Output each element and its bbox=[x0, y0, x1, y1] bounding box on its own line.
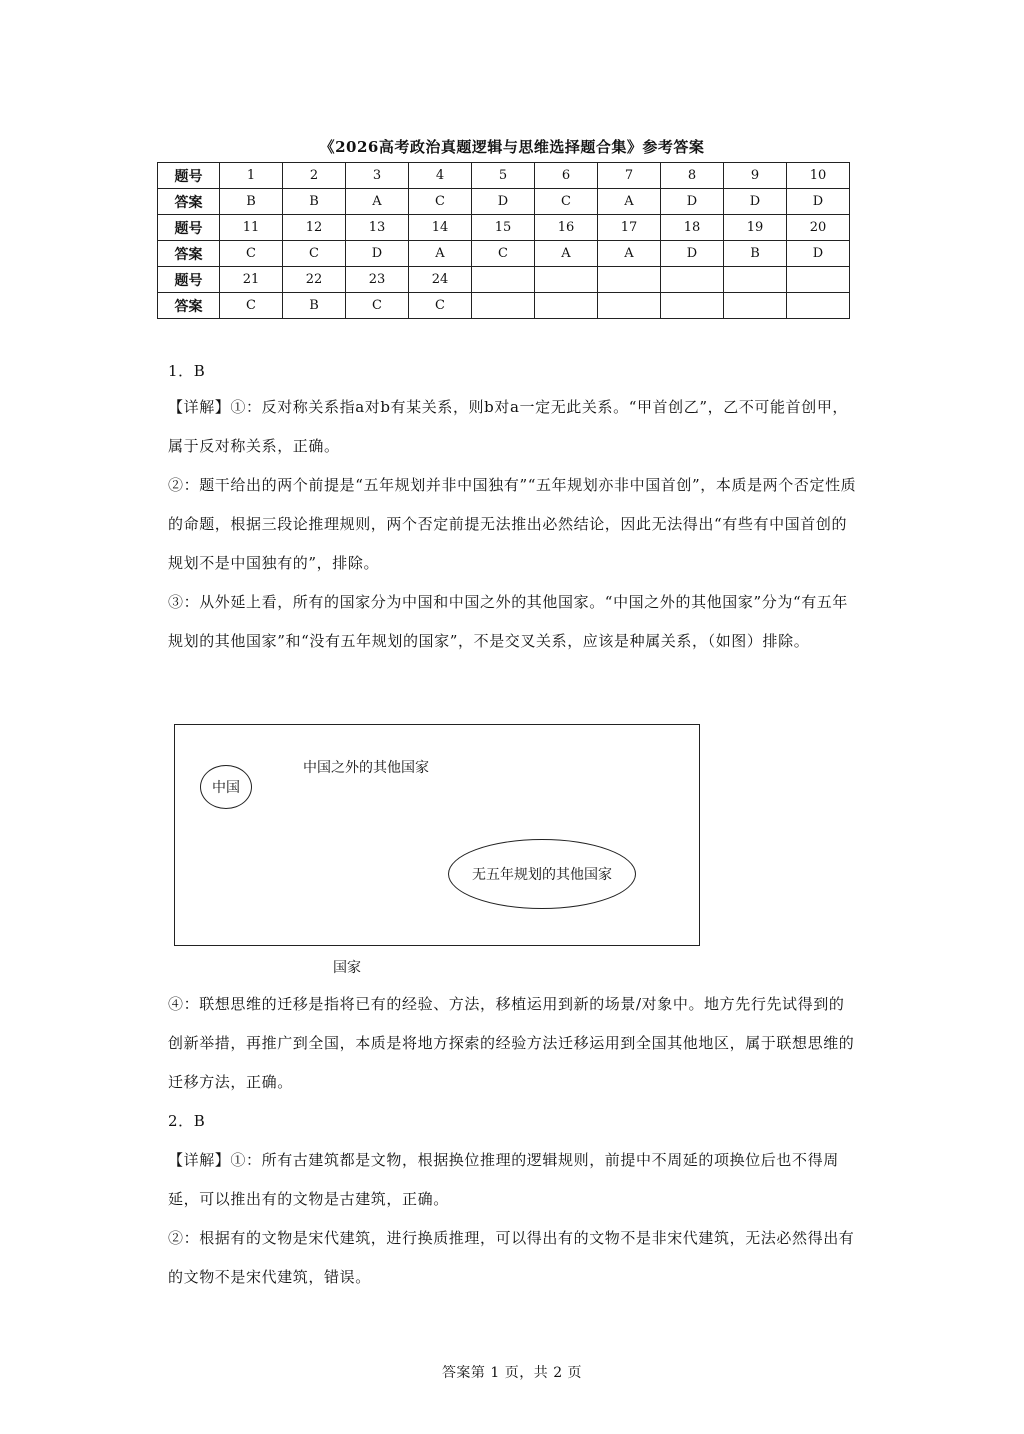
china-label: 中国 bbox=[212, 780, 240, 796]
answer-cell: C bbox=[346, 293, 409, 319]
no-plan-ellipse bbox=[448, 839, 636, 909]
table-row bbox=[158, 293, 850, 319]
question-number-cell: 14 bbox=[409, 215, 472, 241]
question-number-cell: 10 bbox=[787, 163, 850, 189]
answer-cell: B bbox=[724, 241, 787, 267]
answer-cell: B bbox=[283, 293, 346, 319]
answer-cell: D bbox=[661, 241, 724, 267]
answer-cell: D bbox=[787, 241, 850, 267]
question-number-cell: 1 bbox=[220, 163, 283, 189]
diagram-caption: 国家 bbox=[333, 960, 361, 976]
question-number-cell: 11 bbox=[220, 215, 283, 241]
q1-explanation-1: 【详解】①：反对称关系指a对b有某关系，则b对a一定无此关系。“甲首创乙”，乙不可能首创甲，属于反对称关系，正确。 bbox=[168, 398, 849, 455]
answer-cell: A bbox=[409, 241, 472, 267]
row-header-number: 题号 bbox=[158, 215, 220, 241]
answer-cell: A bbox=[535, 241, 598, 267]
answer-table bbox=[157, 162, 850, 319]
answer-cell: C bbox=[409, 189, 472, 215]
answer-cell: C bbox=[472, 241, 535, 267]
question-number-cell: 9 bbox=[724, 163, 787, 189]
question-number-cell: 2 bbox=[283, 163, 346, 189]
row-header-answer: 答案 bbox=[158, 189, 220, 215]
answer-cell bbox=[787, 293, 850, 319]
q2-heading: 2．B bbox=[168, 1112, 206, 1130]
question-number-cell: 8 bbox=[661, 163, 724, 189]
answer-cell bbox=[724, 293, 787, 319]
question-number-cell: 15 bbox=[472, 215, 535, 241]
q1-explanation-4: ④：联想思维的迁移是指将已有的经验、方法，移植运用到新的场景/对象中。地方先行先试得到的创新举措，再推广到全国，本质是将地方探索的经验方法迁移运用到全国其他地区，属于联想思维的迁移方法，正确。 bbox=[168, 995, 855, 1091]
row-header-answer: 答案 bbox=[158, 293, 220, 319]
question-number-cell bbox=[787, 267, 850, 293]
question-number-cell: 24 bbox=[409, 267, 472, 293]
q2-explanation-2: ②：根据有的文物是宋代建筑，进行换质推理，可以得出有的文物不是非宋代建筑，无法必然得出有的文物不是宋代建筑，错误。 bbox=[168, 1229, 855, 1286]
row-header-number: 题号 bbox=[158, 267, 220, 293]
question-number-cell: 4 bbox=[409, 163, 472, 189]
page-footer: 答案第 1 页，共 2 页 bbox=[441, 1365, 583, 1381]
answer-cell: D bbox=[724, 189, 787, 215]
q1-explanation-3: ③：从外延上看，所有的国家分为中国和中国之外的其他国家。“中国之外的其他国家”分为“有五年规划的其他国家”和“没有五年规划的国家”，不是交叉关系，应该是种属关系，（如图）排除。 bbox=[168, 593, 849, 650]
question-number-cell bbox=[661, 267, 724, 293]
other-countries-label: 中国之外的其他国家 bbox=[303, 760, 429, 776]
question-number-cell: 5 bbox=[472, 163, 535, 189]
answer-cell bbox=[598, 293, 661, 319]
question-number-cell: 17 bbox=[598, 215, 661, 241]
question-number-cell: 21 bbox=[220, 267, 283, 293]
question-number-cell bbox=[535, 267, 598, 293]
no-plan-label: 无五年规划的其他国家 bbox=[472, 867, 612, 883]
answer-cell: B bbox=[283, 189, 346, 215]
answer-cell: C bbox=[409, 293, 472, 319]
answer-cell: C bbox=[220, 241, 283, 267]
q1-heading: 1．B bbox=[168, 362, 206, 380]
answer-cell bbox=[535, 293, 598, 319]
table-row bbox=[158, 215, 850, 241]
table-row bbox=[158, 267, 850, 293]
question-number-cell: 20 bbox=[787, 215, 850, 241]
question-number-cell bbox=[724, 267, 787, 293]
page-title: 《2026高考政治真题逻辑与思维选择题合集》参考答案 bbox=[319, 138, 705, 156]
question-number-cell: 22 bbox=[283, 267, 346, 293]
question-number-cell: 16 bbox=[535, 215, 598, 241]
question-number-cell: 19 bbox=[724, 215, 787, 241]
answer-cell: C bbox=[220, 293, 283, 319]
question-number-cell: 6 bbox=[535, 163, 598, 189]
answer-cell: D bbox=[346, 241, 409, 267]
question-number-cell bbox=[598, 267, 661, 293]
answer-cell: D bbox=[472, 189, 535, 215]
question-number-cell: 23 bbox=[346, 267, 409, 293]
answer-cell: C bbox=[535, 189, 598, 215]
answer-cell: A bbox=[598, 241, 661, 267]
answer-cell: C bbox=[283, 241, 346, 267]
question-number-cell bbox=[472, 267, 535, 293]
question-number-cell: 12 bbox=[283, 215, 346, 241]
answer-cell: A bbox=[598, 189, 661, 215]
venn-diagram bbox=[174, 724, 700, 946]
table-row bbox=[158, 189, 850, 215]
table-row bbox=[158, 241, 850, 267]
answer-cell bbox=[661, 293, 724, 319]
q1-explanation-2: ②：题干给出的两个前提是“五年规划并非中国独有”“五年规划亦非中国首创”，本质是两个否定性质的命题，根据三段论推理规则，两个否定前提无法推出必然结论，因此无法得出“有些有中国首创的规划不是中国独有的”，排除。 bbox=[168, 476, 857, 572]
answer-cell bbox=[472, 293, 535, 319]
question-number-cell: 18 bbox=[661, 215, 724, 241]
answer-cell: B bbox=[220, 189, 283, 215]
question-number-cell: 7 bbox=[598, 163, 661, 189]
row-header-number: 题号 bbox=[158, 163, 220, 189]
china-circle bbox=[200, 765, 252, 809]
question-number-cell: 13 bbox=[346, 215, 409, 241]
table-row bbox=[158, 163, 850, 189]
answer-cell: A bbox=[346, 189, 409, 215]
q2-explanation-1: 【详解】①：所有古建筑都是文物，根据换位推理的逻辑规则，前提中不周延的项换位后也不得周延，可以推出有的文物是古建筑，正确。 bbox=[168, 1151, 839, 1208]
answer-cell: D bbox=[661, 189, 724, 215]
row-header-answer: 答案 bbox=[158, 241, 220, 267]
question-number-cell: 3 bbox=[346, 163, 409, 189]
answer-cell: D bbox=[787, 189, 850, 215]
